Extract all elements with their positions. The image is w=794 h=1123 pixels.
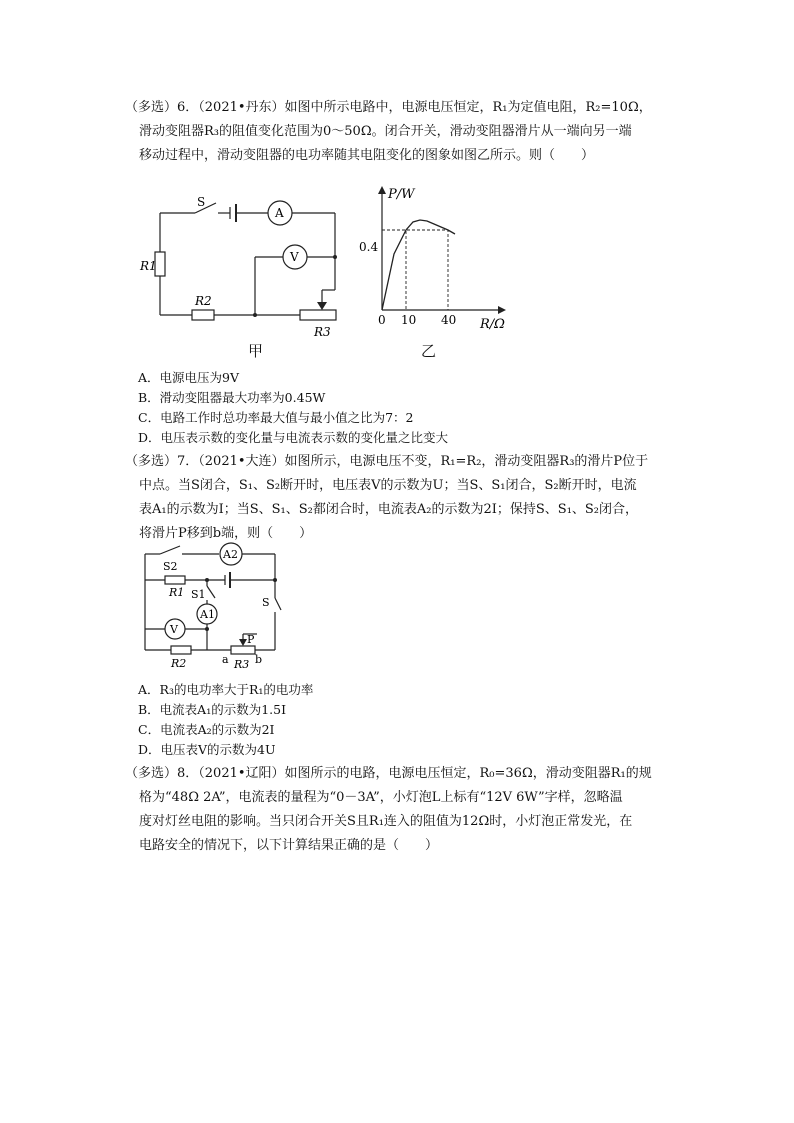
q6-graph-xtick-40: 40 [441, 313, 457, 327]
q6-option-c: C．电路工作时总功率最大值与最小值之比为7：2 [138, 410, 414, 425]
q7-a1-label: A1 [200, 608, 215, 621]
q8-line-3: 度对灯丝电阻的影响。当只闭合开关S且R₁连入的阻值为12Ω时，小灯泡正常发光，在 [139, 814, 633, 829]
q7-p-label: P [247, 633, 255, 646]
q6-reference-line-1 [382, 230, 448, 310]
q6-graph-xtick-0: 0 [378, 313, 386, 327]
q7-s1-label: S1 [191, 588, 206, 601]
question-8 [125, 762, 685, 858]
q6-option-a: A．电源电压为9V [138, 370, 240, 385]
q6-line-2: 滑动变阻器R₃的阻值变化范围为0～50Ω。闭合开关，滑动变阻器滑片从一端向另一端 [139, 124, 632, 139]
q7-line-1: （多选）7．（2021•大连）如图所示，电源电压不变，R₁=R₂，滑动变阻器R₃的滑片P位于 [125, 454, 649, 469]
q6-power-curve [382, 220, 455, 310]
q6-r2-label: R2 [195, 294, 212, 308]
q7-s2-label: S2 [163, 560, 178, 573]
q6-option-d: D．电压表示数的变化量与电流表示数的变化量之比变大 [138, 430, 449, 445]
q6-graph-xlabel: R/Ω [480, 317, 505, 332]
q6-reference-line-0 [382, 230, 406, 310]
q6-graph-ylabel: P/W [388, 187, 415, 202]
q6-graph-ytick: 0.4 [359, 240, 379, 254]
q6-fig-a-caption: 甲 [248, 342, 264, 360]
q6-switch-label: S [197, 195, 206, 209]
q6-r1-label: R1 [140, 259, 157, 273]
q7-option-b: B．电流表A₁的示数为1.5I [138, 702, 287, 717]
question-7 [125, 450, 685, 546]
q7-v-label: V [170, 623, 178, 636]
q6-line-3: 移动过程中，滑动变阻器的电功率随其电阻变化的图象如图乙所示。则（ ） [139, 148, 595, 163]
q7-r2-label: R2 [171, 657, 187, 670]
q6-ammeter-label: A [275, 206, 284, 220]
question-6 [125, 96, 685, 168]
q7-r1-label: R1 [169, 586, 185, 599]
q6-circuit-diagram [130, 190, 350, 350]
q7-option-a: A．R₃的电功率大于R₁的电功率 [138, 682, 314, 697]
q7-a-label: a [222, 653, 229, 666]
q7-line-4: 将滑片P移到b端，则（ ） [139, 526, 313, 541]
q6-voltmeter-label: V [290, 250, 299, 264]
q7-option-d: D．电压表V的示数为4U [138, 742, 276, 757]
q7-option-c: C．电流表A₂的示数为2I [138, 722, 275, 737]
q7-r3-label: R3 [234, 658, 250, 670]
q7-s-label: S [262, 596, 270, 609]
q7-line-3: 表A₁的示数为I；当S、S₁、S₂都闭合时，电流表A₂的示数为2I；保持S、S₁、S₂闭合， [139, 502, 639, 517]
q6-graph-xtick-10: 10 [401, 313, 417, 327]
q8-line-2: 格为“48Ω 2A”，电流表的量程为“0－3A”，小灯泡L上标有“12V 6W”字样，忽略温 [139, 790, 623, 805]
q8-line-4: 电路安全的情况下，以下计算结果正确的是（ ） [139, 838, 439, 853]
q8-line-1: （多选）8．（2021•辽阳）如图所示的电路，电源电压恒定，R₀=36Ω，滑动变阻器R₁的规 [125, 766, 652, 781]
q7-circuit-diagram [135, 542, 295, 670]
q6-power-graph [350, 180, 520, 335]
q6-r3-label: R3 [314, 325, 331, 339]
q6-line-1: （多选）6．（2021•丹东）如图中所示电路中，电源电压恒定，R₁为定值电阻，R₂=10Ω， [125, 100, 652, 115]
q7-a2-label: A2 [223, 548, 238, 561]
q6-option-b: B．滑动变阻器最大功率为0.45W [138, 390, 326, 405]
q7-line-2: 中点。当S闭合，S₁、S₂断开时，电压表V的示数为U；当S、S₁闭合，S₂断开时，电流 [139, 478, 637, 493]
q6-fig-b-caption: 乙 [421, 342, 437, 360]
q7-b-label: b [255, 653, 263, 666]
